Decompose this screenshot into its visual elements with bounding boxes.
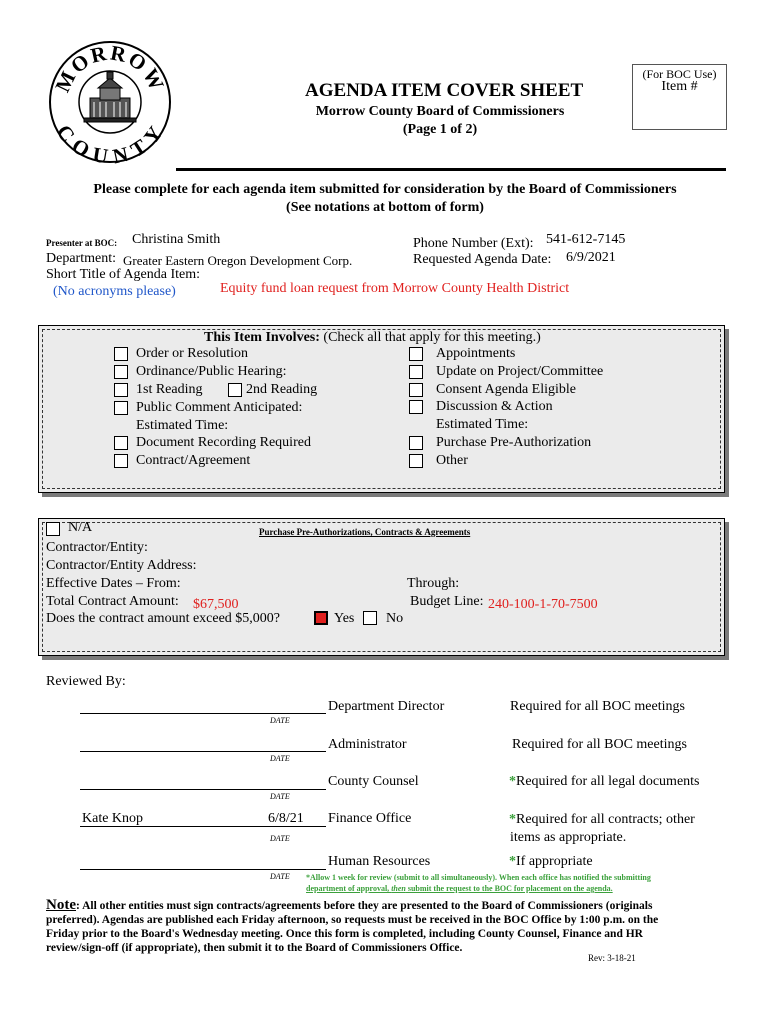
signer-finance[interactable]: Kate Knop xyxy=(82,811,144,826)
order-resolution-checkbox[interactable] xyxy=(114,347,128,361)
update-project-checkbox[interactable] xyxy=(409,365,423,379)
total-amount-field[interactable]: $67,500 xyxy=(193,597,239,612)
public-comment-checkbox[interactable] xyxy=(114,401,128,415)
reviewed-by-heading: Reviewed By: xyxy=(46,674,126,689)
date-label: DATE xyxy=(270,792,290,801)
budget-line-label: Budget Line: xyxy=(410,594,484,609)
second-reading-label: 2nd Reading xyxy=(246,382,318,397)
appointments-label: Appointments xyxy=(436,346,516,361)
revision-label: Rev: 3-18-21 xyxy=(588,953,636,963)
second-reading-checkbox[interactable] xyxy=(228,383,242,397)
consent-agenda-label: Consent Agenda Eligible xyxy=(436,382,576,397)
department-field[interactable]: Greater Eastern Oregon Development Corp. xyxy=(123,253,353,268)
contract-agreement-label: Contract/Agreement xyxy=(136,453,251,468)
purchase-preauth-label: Purchase Pre-Authorization xyxy=(436,435,592,450)
department-label: Department: xyxy=(46,251,116,266)
exceed-question: Does the contract amount exceed $5,000? xyxy=(46,611,281,626)
boc-use-label: (For BOC Use) xyxy=(642,67,717,81)
discussion-action-label: Discussion & Action xyxy=(436,399,553,414)
doc-recording-checkbox[interactable] xyxy=(114,436,128,450)
role-director: Department Director xyxy=(328,699,445,714)
boc-use-box xyxy=(632,64,727,130)
item-number-label: Item # xyxy=(661,79,698,94)
contractor-address-label: Contractor/Entity Address: xyxy=(46,558,197,573)
total-amount-label: Total Contract Amount: xyxy=(46,594,179,609)
na-label: N/A xyxy=(68,520,93,535)
requested-date-label: Requested Agenda Date: xyxy=(413,252,552,267)
doc-recording-label: Document Recording Required xyxy=(136,435,311,450)
header-rule xyxy=(176,168,726,171)
role-finance: Finance Office xyxy=(328,811,412,826)
effective-dates-label: Effective Dates – From: xyxy=(46,576,181,591)
na-checkbox[interactable] xyxy=(46,522,60,536)
signature-line-hr[interactable] xyxy=(80,869,326,870)
no-checkbox[interactable] xyxy=(363,611,377,625)
instructions-line1: Please complete for each agenda item submitted for consideration by the Board of Commissioners xyxy=(93,182,677,197)
signature-line-administrator[interactable] xyxy=(80,751,326,752)
required-finance-line2: items as appropriate. xyxy=(510,830,627,845)
yes-checkbox[interactable] xyxy=(314,611,328,625)
signature-line-finance[interactable] xyxy=(80,826,326,827)
presenter-label: Presenter at BOC: xyxy=(46,238,118,248)
no-acronyms-note: (No acronyms please) xyxy=(53,284,176,299)
requested-date-field[interactable]: 6/9/2021 xyxy=(566,250,616,265)
budget-line-field[interactable]: 240-100-1-70-7500 xyxy=(488,597,598,612)
estimated-time-left-label: Estimated Time: xyxy=(136,418,229,433)
date-label: DATE xyxy=(270,872,290,881)
short-title-label: Short Title of Agenda Item: xyxy=(46,267,200,282)
page-count: (Page 1 of 2) xyxy=(402,122,478,137)
consent-agenda-checkbox[interactable] xyxy=(409,383,423,397)
first-reading-checkbox[interactable] xyxy=(114,383,128,397)
phone-field[interactable]: 541-612-7145 xyxy=(546,232,626,247)
contract-agreement-checkbox[interactable] xyxy=(114,454,128,468)
role-hr: Human Resources xyxy=(328,854,431,869)
page-title: AGENDA ITEM COVER SHEET xyxy=(305,80,584,101)
date-label: DATE xyxy=(270,716,290,725)
note-paragraph: Note: All other entities must sign contracts/agreements before they are presented to the Board of Commissioners (originals preferred). Agendas are published each Friday afternoon, so requests must be received in the BOC Office by 1:00 p.m. on the Friday prior to the Board's Wednesday meeting. Once this form is completed, including County Counsel, Finance and HR review/sign-off (if appropriate), then submit it to the Board of Commissioners Office. xyxy=(46,897,659,954)
required-administrator: Required for all BOC meetings xyxy=(512,737,687,752)
morrow-county-seal xyxy=(48,40,172,164)
role-counsel: County Counsel xyxy=(328,774,419,789)
date-label: DATE xyxy=(270,834,290,843)
estimated-time-right-label: Estimated Time: xyxy=(436,417,529,432)
ordinance-label: Ordinance/Public Hearing: xyxy=(136,364,287,379)
discussion-action-checkbox[interactable] xyxy=(409,400,423,414)
ordinance-checkbox[interactable] xyxy=(114,365,128,379)
public-comment-label: Public Comment Anticipated: xyxy=(136,400,303,415)
involves-heading: This Item Involves: (Check all that apply for this meeting.) xyxy=(204,330,541,345)
svg-text:COUNTY: COUNTY xyxy=(51,120,169,164)
no-label: No xyxy=(386,611,404,626)
svg-text:MORROW: MORROW xyxy=(50,40,170,96)
date-label: DATE xyxy=(270,754,290,763)
phone-label: Phone Number (Ext): xyxy=(413,236,534,251)
allow-note-line2: department of approval, then submit the request to the BOC for placement on the agenda. xyxy=(306,884,613,893)
required-finance: *Required for all contracts; other xyxy=(509,812,695,827)
required-counsel: *Required for all legal documents xyxy=(509,774,700,789)
date-finance[interactable]: 6/8/21 xyxy=(268,811,304,826)
order-resolution-label: Order or Resolution xyxy=(136,346,248,361)
first-reading-label: 1st Reading xyxy=(136,382,203,397)
allow-note-line1: *Allow 1 week for review (submit to all simultaneously). When each office has notified the submitting xyxy=(306,873,651,882)
presenter-field[interactable]: Christina Smith xyxy=(132,232,221,247)
short-title-field[interactable]: Equity fund loan request from Morrow County Health District xyxy=(220,281,570,296)
page-subtitle: Morrow County Board of Commissioners xyxy=(315,104,565,119)
instructions-line2: (See notations at bottom of form) xyxy=(286,200,484,215)
purchase-preauth-checkbox[interactable] xyxy=(409,436,423,450)
update-project-label: Update on Project/Committee xyxy=(436,364,604,379)
other-checkbox[interactable] xyxy=(409,454,423,468)
yes-label: Yes xyxy=(334,611,355,626)
purchase-heading: Purchase Pre-Authorizations, Contracts & Agreements xyxy=(259,527,471,537)
signature-line-director[interactable] xyxy=(80,713,326,714)
required-director: Required for all BOC meetings xyxy=(510,699,685,714)
required-hr: *If appropriate xyxy=(509,854,593,869)
other-label: Other xyxy=(436,453,468,468)
signature-line-counsel[interactable] xyxy=(80,789,326,790)
contractor-label: Contractor/Entity: xyxy=(46,540,148,555)
through-label: Through: xyxy=(407,576,460,591)
appointments-checkbox[interactable] xyxy=(409,347,423,361)
role-administrator: Administrator xyxy=(328,737,407,752)
